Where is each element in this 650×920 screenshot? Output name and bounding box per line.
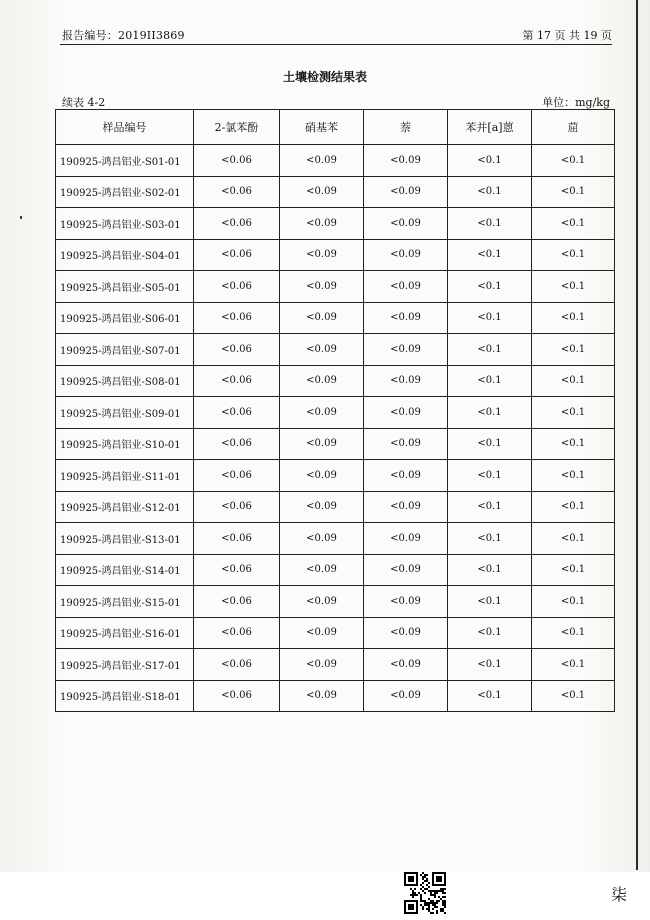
header-row bbox=[56, 110, 615, 145]
sample-id-cell: 190925-鸿昌铝业-S10-01 bbox=[56, 428, 194, 460]
value-cell: <0.09 bbox=[280, 523, 364, 555]
value-cell: <0.09 bbox=[280, 176, 364, 208]
value-cell: <0.1 bbox=[532, 145, 615, 177]
value-cell: <0.1 bbox=[448, 271, 532, 303]
value-cell: <0.09 bbox=[280, 271, 364, 303]
value-cell: <0.09 bbox=[364, 239, 448, 271]
value-cell: <0.1 bbox=[448, 586, 532, 618]
value-cell: <0.09 bbox=[280, 491, 364, 523]
value-cell: <0.09 bbox=[280, 239, 364, 271]
value-cell: <0.06 bbox=[194, 208, 280, 240]
value-cell: <0.09 bbox=[280, 208, 364, 240]
value-cell: <0.06 bbox=[194, 680, 280, 712]
column-header: 硝基苯 bbox=[280, 110, 364, 145]
value-cell: <0.1 bbox=[532, 302, 615, 334]
value-cell: <0.09 bbox=[364, 302, 448, 334]
value-cell: <0.06 bbox=[194, 145, 280, 177]
value-cell: <0.06 bbox=[194, 617, 280, 649]
value-cell: <0.09 bbox=[364, 491, 448, 523]
value-cell: <0.1 bbox=[532, 428, 615, 460]
value-cell: <0.1 bbox=[448, 680, 532, 712]
header-divider bbox=[60, 44, 612, 45]
table-row bbox=[56, 554, 615, 586]
value-cell: <0.06 bbox=[194, 397, 280, 429]
value-cell: <0.1 bbox=[448, 460, 532, 492]
value-cell: <0.1 bbox=[448, 208, 532, 240]
sample-id-cell: 190925-鸿昌铝业-S17-01 bbox=[56, 649, 194, 681]
page-bottom-band bbox=[0, 872, 650, 920]
value-cell: <0.09 bbox=[364, 397, 448, 429]
table-row bbox=[56, 239, 615, 271]
value-cell: <0.09 bbox=[364, 680, 448, 712]
page-edge-shadow bbox=[636, 0, 638, 870]
value-cell: <0.09 bbox=[364, 523, 448, 555]
value-cell: <0.1 bbox=[448, 523, 532, 555]
table-row bbox=[56, 491, 615, 523]
value-cell: <0.09 bbox=[364, 208, 448, 240]
value-cell: <0.06 bbox=[194, 649, 280, 681]
value-cell: <0.1 bbox=[532, 239, 615, 271]
value-cell: <0.06 bbox=[194, 523, 280, 555]
value-cell: <0.09 bbox=[280, 680, 364, 712]
value-cell: <0.1 bbox=[532, 460, 615, 492]
value-cell: <0.09 bbox=[364, 145, 448, 177]
table-row bbox=[56, 334, 615, 366]
table-label: 续表 4-2 bbox=[62, 96, 106, 109]
table-row bbox=[56, 302, 615, 334]
value-cell: <0.06 bbox=[194, 365, 280, 397]
value-cell: <0.09 bbox=[364, 649, 448, 681]
value-cell: <0.09 bbox=[364, 554, 448, 586]
sample-id-cell: 190925-鸿昌铝业-S04-01 bbox=[56, 239, 194, 271]
value-cell: <0.1 bbox=[448, 554, 532, 586]
sample-id-cell: 190925-鸿昌铝业-S09-01 bbox=[56, 397, 194, 429]
sample-id-cell: 190925-鸿昌铝业-S16-01 bbox=[56, 617, 194, 649]
sample-id-cell: 190925-鸿昌铝业-S12-01 bbox=[56, 491, 194, 523]
sample-id-cell: 190925-鸿昌铝业-S06-01 bbox=[56, 302, 194, 334]
value-cell: <0.09 bbox=[364, 176, 448, 208]
value-cell: <0.09 bbox=[364, 428, 448, 460]
value-cell: <0.09 bbox=[364, 271, 448, 303]
value-cell: <0.1 bbox=[448, 491, 532, 523]
value-cell: <0.1 bbox=[448, 176, 532, 208]
column-header: 样品编号 bbox=[56, 110, 194, 145]
value-cell: <0.1 bbox=[532, 523, 615, 555]
value-cell: <0.09 bbox=[280, 302, 364, 334]
page-info: 第 17 页 共 19 页 bbox=[522, 29, 612, 42]
value-cell: <0.09 bbox=[280, 554, 364, 586]
table-row bbox=[56, 208, 615, 240]
sample-id-cell: 190925-鸿昌铝业-S14-01 bbox=[56, 554, 194, 586]
value-cell: <0.1 bbox=[532, 176, 615, 208]
page-title: 土壤检测结果表 bbox=[282, 70, 367, 84]
value-cell: <0.09 bbox=[280, 428, 364, 460]
table-row bbox=[56, 428, 615, 460]
value-cell: <0.06 bbox=[194, 239, 280, 271]
value-cell: <0.1 bbox=[532, 617, 615, 649]
value-cell: <0.1 bbox=[448, 302, 532, 334]
sample-id-cell: 190925-鸿昌铝业-S03-01 bbox=[56, 208, 194, 240]
report-number-label: 报告编号： bbox=[62, 29, 118, 42]
column-header: 萘 bbox=[364, 110, 448, 145]
value-cell: <0.06 bbox=[194, 271, 280, 303]
results-table-body bbox=[56, 145, 615, 712]
value-cell: <0.1 bbox=[532, 649, 615, 681]
value-cell: <0.1 bbox=[532, 397, 615, 429]
value-cell: <0.09 bbox=[280, 460, 364, 492]
sample-id-cell: 190925-鸿昌铝业-S18-01 bbox=[56, 680, 194, 712]
sample-id-cell: 190925-鸿昌铝业-S01-01 bbox=[56, 145, 194, 177]
report-number-value: 2019II3869 bbox=[118, 29, 185, 42]
value-cell: <0.06 bbox=[194, 302, 280, 334]
results-table bbox=[55, 109, 615, 712]
sample-id-cell: 190925-鸿昌铝业-S05-01 bbox=[56, 271, 194, 303]
value-cell: <0.09 bbox=[280, 649, 364, 681]
value-cell: <0.1 bbox=[532, 365, 615, 397]
value-cell: <0.1 bbox=[532, 491, 615, 523]
value-cell: <0.09 bbox=[280, 617, 364, 649]
value-cell: <0.09 bbox=[364, 334, 448, 366]
scan-speck bbox=[20, 216, 22, 219]
sample-id-cell: 190925-鸿昌铝业-S11-01 bbox=[56, 460, 194, 492]
value-cell: <0.06 bbox=[194, 334, 280, 366]
sample-id-cell: 190925-鸿昌铝业-S02-01 bbox=[56, 176, 194, 208]
sample-id-cell: 190925-鸿昌铝业-S15-01 bbox=[56, 586, 194, 618]
value-cell: <0.09 bbox=[280, 365, 364, 397]
table-row bbox=[56, 586, 615, 618]
value-cell: <0.06 bbox=[194, 176, 280, 208]
value-cell: <0.1 bbox=[448, 428, 532, 460]
sample-id-cell: 190925-鸿昌铝业-S13-01 bbox=[56, 523, 194, 555]
value-cell: <0.06 bbox=[194, 586, 280, 618]
value-cell: <0.1 bbox=[448, 649, 532, 681]
value-cell: <0.09 bbox=[364, 586, 448, 618]
value-cell: <0.1 bbox=[448, 617, 532, 649]
value-cell: <0.06 bbox=[194, 554, 280, 586]
value-cell: <0.09 bbox=[364, 460, 448, 492]
value-cell: <0.1 bbox=[532, 554, 615, 586]
value-cell: <0.06 bbox=[194, 460, 280, 492]
unit-label: 单位：mg/kg bbox=[542, 96, 610, 109]
value-cell: <0.09 bbox=[280, 397, 364, 429]
value-cell: <0.09 bbox=[280, 586, 364, 618]
value-cell: <0.1 bbox=[448, 365, 532, 397]
value-cell: <0.1 bbox=[532, 586, 615, 618]
table-row bbox=[56, 680, 615, 712]
table-row bbox=[56, 523, 615, 555]
table-row bbox=[56, 460, 615, 492]
column-header: 2-氯苯酚 bbox=[194, 110, 280, 145]
value-cell: <0.1 bbox=[448, 334, 532, 366]
table-row bbox=[56, 617, 615, 649]
value-cell: <0.09 bbox=[280, 145, 364, 177]
report-number bbox=[62, 27, 185, 43]
footer-char: 柒 bbox=[611, 885, 628, 904]
results-table-head bbox=[56, 110, 615, 145]
table-row bbox=[56, 145, 615, 177]
value-cell: <0.09 bbox=[280, 334, 364, 366]
value-cell: <0.09 bbox=[364, 617, 448, 649]
value-cell: <0.1 bbox=[448, 397, 532, 429]
table-row bbox=[56, 365, 615, 397]
value-cell: <0.1 bbox=[532, 680, 615, 712]
table-row bbox=[56, 176, 615, 208]
value-cell: <0.09 bbox=[364, 365, 448, 397]
sample-id-cell: 190925-鸿昌铝业-S07-01 bbox=[56, 334, 194, 366]
table-row bbox=[56, 649, 615, 681]
value-cell: <0.06 bbox=[194, 428, 280, 460]
sample-id-cell: 190925-鸿昌铝业-S08-01 bbox=[56, 365, 194, 397]
value-cell: <0.1 bbox=[532, 334, 615, 366]
table-row bbox=[56, 397, 615, 429]
qr-code-icon bbox=[404, 872, 446, 914]
column-header: 䓛 bbox=[532, 110, 615, 145]
table-row bbox=[56, 271, 615, 303]
value-cell: <0.1 bbox=[532, 208, 615, 240]
column-header: 苯并[a]蒽 bbox=[448, 110, 532, 145]
value-cell: <0.1 bbox=[532, 271, 615, 303]
value-cell: <0.06 bbox=[194, 491, 280, 523]
value-cell: <0.1 bbox=[448, 239, 532, 271]
value-cell: <0.1 bbox=[448, 145, 532, 177]
